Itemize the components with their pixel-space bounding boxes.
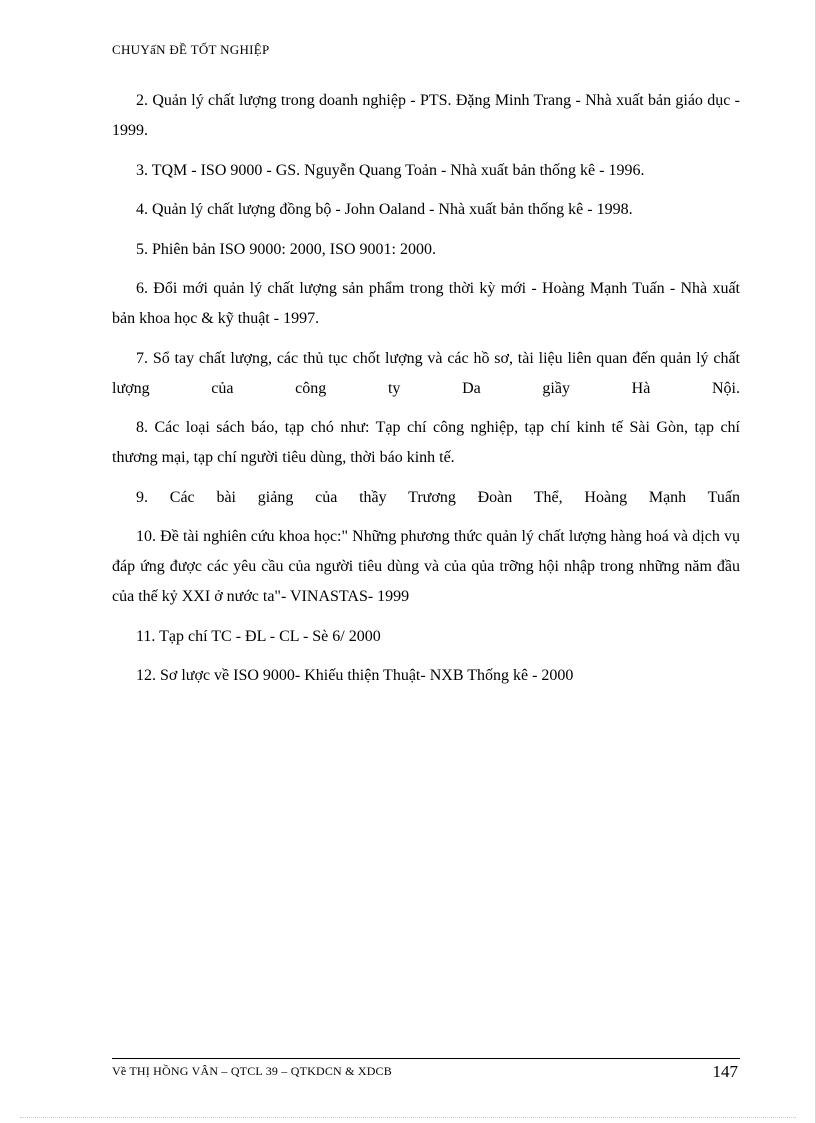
page-number: 147 (712, 1062, 738, 1081)
reference-item: 5. Phiên bản ISO 9000: 2000, ISO 9001: 2000. (136, 240, 436, 258)
reference-item: 10. Đề tài nghiên cứu khoa học:" Những phương thức quản lý chất lượng hàng hoá và dịch vụ đáp ứng được các yêu cầu của người tiêu dùng và của qủa trỡng hội nhập trong những năm đầu của thế kỷ XXI ở nước ta"- VINASTAS- 1999 (112, 528, 740, 605)
reference-item: 3. TQM - ISO 9000 - GS. Nguyễn Quang Toản - Nhà xuất bản thống kê - 1996. (136, 161, 645, 179)
footer-author: Về THỊ HỒNG VÂN – QTCL 39 – QTKDCN & XDCB (112, 1064, 392, 1078)
reference-item: 2. Quản lý chất lượng trong doanh nghiệp - PTS. Đặng Minh Trang - Nhà xuất bản giáo dục - 1999. (112, 92, 740, 139)
page-bottom-dotted-edge (20, 1117, 796, 1118)
footer-divider (112, 1058, 740, 1059)
reference-item: 7. Sổ tay chất lượng, các thủ tục chốt lượng và các hồ sơ, tài liệu liên quan đến quản lý chất lượng của công ty Da giầy Hà Nội. (112, 349, 740, 397)
running-header: CHUYấN ĐỀ TỐT NGHIỆP (112, 42, 270, 57)
reference-item: 6. Đổi mới quản lý chất lượng sản phẩm trong thời kỳ mới - Hoàng Mạnh Tuấn - Nhà xuất bản khoa học & kỹ thuật - 1997. (112, 280, 740, 327)
reference-item: 4. Quản lý chất lượng đồng bộ - John Oaland - Nhà xuất bản thống kê - 1998. (136, 201, 633, 218)
reference-item: 12. Sơ lược về ISO 9000- Khiếu thiện Thuật- NXB Thống kê - 2000 (136, 667, 574, 684)
reference-item: 8. Các loại sách báo, tạp chó như: Tạp chí công nghiệp, tạp chí kinh tế Sài Gòn, tạp chí thương mại, tạp chí người tiêu dùng, thời báo kinh tế. (112, 419, 740, 466)
reference-list (112, 86, 740, 701)
reference-item: 9. Các bài giảng của thầy Trương Đoàn Thể, Hoàng Mạnh Tuấn (136, 488, 740, 506)
reference-item: 11. Tạp chí TC - ĐL - CL - Sè 6/ 2000 (136, 627, 381, 645)
